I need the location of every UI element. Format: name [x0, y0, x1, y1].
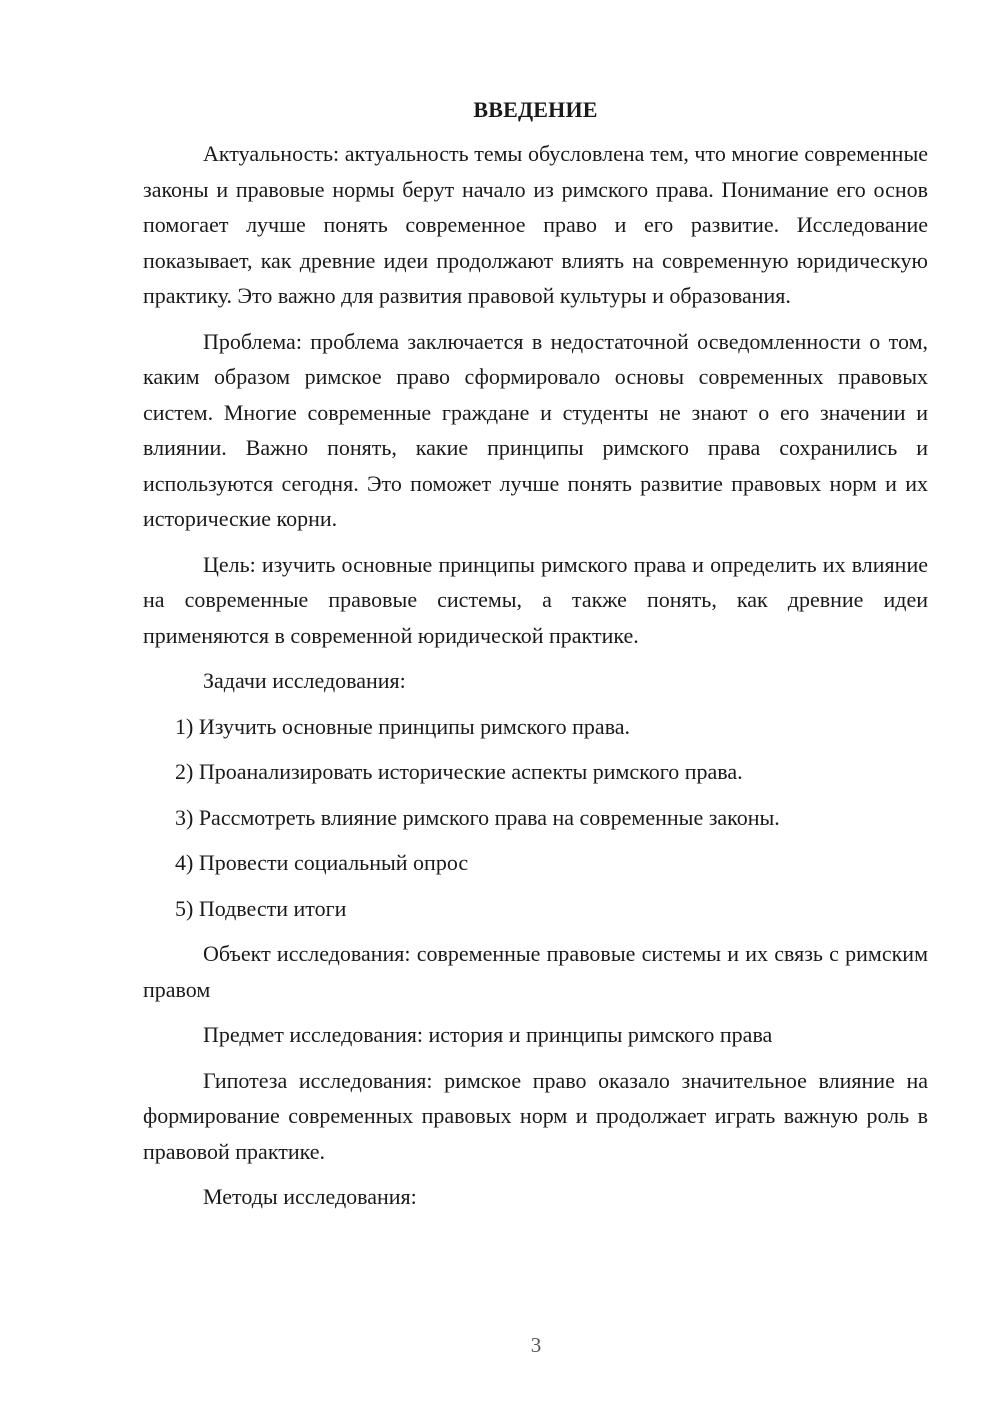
problem-paragraph: Проблема: проблема заключается в недостаточной осведомленности о том, каким образом римское право сформировало основы современных правовых систем. Многие современные граждане и студенты не знают о его значении и влиянии. Важно понять, какие принципы римского права сохранились и используются сегодня. Это поможет лучше понять развитие правовых норм и их исторические корни.	[143, 328, 928, 531]
subject-paragraph: Предмет исследования: история и принципы римского права	[203, 1022, 773, 1047]
tasks-heading: Задачи исследования:	[203, 668, 406, 693]
page-title: ВВЕДЕНИЕ	[473, 97, 598, 122]
hypothesis-paragraph: Гипотеза исследования: римское право оказало значительное влияние на формирование современных правовых норм и продолжает играть важную роль в правовой практике.	[143, 1067, 928, 1164]
task-item: 5) Подвести итоги	[175, 895, 347, 921]
methods-heading: Методы исследования:	[203, 1184, 417, 1209]
document-page	[143, 94, 928, 1225]
tasks-list	[143, 709, 928, 927]
page-number: 3	[530, 1333, 542, 1357]
goal-paragraph: Цель: изучить основные принципы римского права и определить их влияние на современные правовые системы, а также понять, как древние идеи применяются в современной юридической практике.	[143, 551, 928, 648]
task-item: 4) Провести социальный опрос	[175, 850, 469, 875]
object-paragraph: Объект исследования: современные правовые системы и их связь с римским правом	[143, 941, 928, 1002]
relevance-paragraph: Актуальность: актуальность темы обусловлена тем, что многие современные законы и правовые нормы берут начало из римского права. Понимание его основ помогает лучше понять современное право и его развитие. Исследование показывает, как древние идеи продолжают влиять на современную юридическую практику. Это важно для развития правовой культуры и образования.	[143, 141, 928, 308]
task-item: 2) Проанализировать исторические аспекты римского права.	[175, 759, 743, 784]
task-item: 3) Рассмотреть влияние римского права на современные законы.	[175, 804, 780, 830]
task-item: 1) Изучить основные принципы римского права.	[175, 713, 631, 739]
